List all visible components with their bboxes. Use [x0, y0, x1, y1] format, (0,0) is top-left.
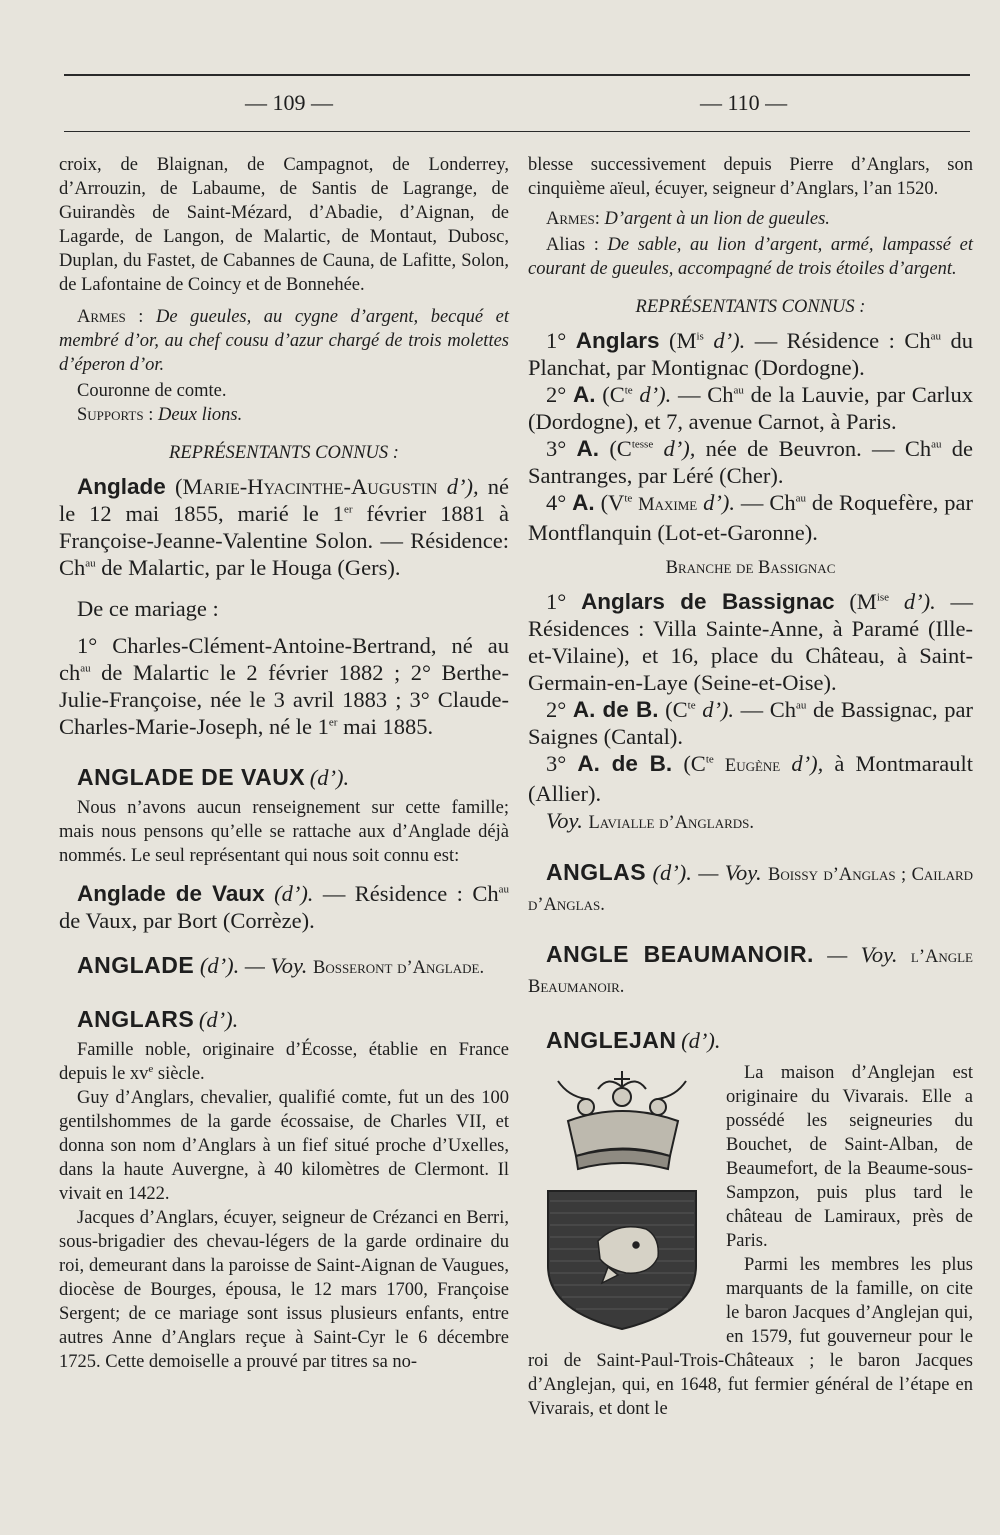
entry-given-name: (Marie-Hyacinthe-Augustin [174, 474, 438, 499]
superscript: tesse [631, 438, 654, 451]
entry-title: (M [669, 328, 697, 353]
superscript: is [696, 330, 704, 343]
entry-text: de Roquefère, par Montflanquin (Lot-et-Garonne). [528, 490, 973, 545]
entry-anglade [59, 473, 509, 581]
entry-particle: d’), [663, 436, 696, 461]
superscript: au [80, 662, 91, 675]
entry-text: — Résidences : Villa Sainte-Anne, à Paramé (Ille-et-Vilaine), et 16, place du Château, à Saint-Germain-en-Laye (Seine-et-Oise). [528, 589, 974, 695]
paragraph: Guy d’Anglars, chevalier, qualifié comte, fut un des 100 gentilshommes de la garde écossaise, de Charles VII, et donna son nom d’Anglars à un fief situé proche d’Uxelles, dans la haute Auvergne, à 40 kilomètres de Clermont. Il vivait en 1422. [59, 1088, 509, 1204]
cross-reference-label: — Voy. [698, 860, 762, 885]
entry-text: — Ch [740, 697, 797, 722]
entry-particle: (d’). [681, 1028, 721, 1053]
branch-heading: Branche de Bassignac [665, 558, 836, 578]
entry-number: 1° [546, 589, 567, 614]
cross-reference: l’Angle Beaumanoir. [528, 947, 973, 997]
entry-particle: d’). [713, 328, 746, 353]
section-heading: REPRÉSENTANTS CONNUS : [169, 443, 399, 463]
entry-text: à Montmarault (Allier). [528, 751, 974, 806]
entry-heading: ANGLAS [546, 859, 647, 885]
entry-text: de Santranges, par Léré (Cher). [528, 436, 974, 488]
superscript: au [931, 438, 942, 451]
entry-number: 2° [546, 382, 567, 407]
heading-anglade-de-vaux [59, 764, 509, 792]
entry-text: du Planchat, par Montignac (Dordogne). [528, 328, 973, 380]
entry-name: A. de B. [572, 697, 659, 722]
entry-text: — Ch [678, 382, 734, 407]
paragraph: blesse successivement depuis Pierre d’Anglars, son cinquième aïeul, écuyer, seigneur d’Anglars, l’an 1520. [528, 155, 973, 199]
armes-text: D’argent à un lion de gueules. [604, 209, 830, 229]
armes-label: Armes : [77, 307, 144, 327]
entry-heading: ANGLADE DE VAUX [77, 764, 306, 790]
superscript: e [148, 1062, 154, 1075]
entry-r1 [528, 327, 973, 381]
entry-particle: d’). [702, 697, 735, 722]
coat-of-arms-crest-icon [528, 1061, 716, 1331]
entry-text: — Résidence : Ch [754, 328, 931, 353]
top-rule [64, 74, 970, 76]
superscript: te [624, 492, 633, 505]
superscript: er [328, 716, 338, 729]
armes-text: De gueules, au cygne d’argent, becqué et membré d’or, au chef cousu d’azur chargé de trois molettes d’éperon d’or. [59, 307, 509, 375]
entry-particle: d’), [791, 751, 824, 776]
entry-text: de Malartic le 2 février 1882 ; 2° Berthe-Julie-Françoise, née le 3 avril 1883 ; 3° Claude-Charles-Marie-Joseph, né le 1 [59, 660, 509, 739]
superscript: ise [876, 591, 890, 604]
supports-label: Supports : [77, 405, 154, 425]
superscript: te [705, 753, 714, 766]
cross-reference: Lavialle d’Anglards. [588, 813, 754, 833]
entry-heading: ANGLE BEAUMANOIR. [546, 941, 814, 967]
entry-heading: ANGLARS [77, 1006, 195, 1032]
cross-reference-label: Voy. [546, 808, 583, 833]
entry-name: Anglade de Vaux [77, 881, 265, 906]
entry-title: (V [600, 490, 625, 515]
paragraph: croix, de Blaignan, de Campagnot, de Londerrey, d’Arrouzin, de Labaume, de Santis de Lagrange, de Guirandès de Saint-Mézard, d’Abadie, d’Aignan, de Lagarde, de Langon, de Malartic, de Montaut, Dubosc, Duplan, du Fastet, de Cabannes de Cauna, de Lafitte, Solon, de Lafontaine de Coincy et de Bonnehée. [59, 155, 509, 295]
paragraph: La maison d’Anglejan est originaire du Vivarais. Elle a possédé les seigneuries du Bouchet, de Saint-Alban, de Beaumefort, de la Beaume-sous-Sampzon, puis plus tard le château de Lamiraux, près de Paris. [726, 1063, 973, 1251]
entry-name: Anglade [77, 474, 166, 499]
couronne: Couronne de comte. [77, 381, 227, 401]
entry-particle: (d’). [274, 881, 314, 906]
superscript: er [343, 503, 353, 516]
armes-paragraph [59, 305, 509, 377]
entry-particle: d’). [903, 589, 936, 614]
cross-reference: Bosseront d’Anglade. [312, 958, 485, 978]
entry-text: mai 1885. [343, 714, 434, 739]
right-column [528, 153, 973, 1421]
superscript: te [624, 384, 633, 397]
entry-text: — Ch [740, 490, 796, 515]
heading-anglejan [528, 1027, 973, 1055]
entry-title: (C [683, 751, 706, 776]
entry-text: de Vaux, par Bort (Corrèze). [59, 908, 315, 933]
left-column [59, 153, 509, 1374]
entry-particle: d’). [639, 382, 672, 407]
entry-text: 1° Charles-Clément-Antoine-Bertrand, né au ch [59, 633, 509, 685]
heading-angle-beaumanoir [528, 941, 973, 1001]
entry-particle: (d’). [652, 860, 692, 885]
superscript: au [796, 699, 807, 712]
page-number-right: — 110 — [700, 90, 788, 115]
heading-anglade [59, 952, 509, 982]
entry-r4 [528, 489, 973, 546]
alias-label: Alias : [546, 235, 599, 255]
paragraph: Parmi les membres les plus marquants de la famille, on cite le baron Jacques d’Anglejan qui, en 1579, fut gouverneur pour le roi de Saint-Paul-Trois-Châteaux ; le baron Jacques d’Anglejan, qui, en 1648, fut fermier général de l’étape en Vivarais, et dont le [528, 1255, 973, 1419]
entry-text: — Résidence : Ch [322, 881, 499, 906]
entry-title: (C [609, 436, 632, 461]
armes-paragraph [528, 207, 973, 231]
mariage-line: De ce mariage : [77, 596, 219, 621]
entry-name: A. [572, 490, 595, 515]
entry-r2 [528, 381, 973, 435]
entry-text: siècle. [157, 1064, 205, 1084]
superscript: au [795, 492, 806, 505]
page-number-left: — 109 — [245, 90, 333, 115]
superscript: au [498, 883, 509, 896]
entry-given-name: Eugène [724, 756, 781, 776]
entry-text: Famille noble, originaire d’Écosse, établie en France depuis le xv [59, 1040, 509, 1084]
children-list [59, 632, 509, 740]
superscript: au [930, 330, 942, 343]
entry-text: de Bassignac, par Saignes (Cantal). [528, 697, 974, 749]
heading-anglas [528, 859, 973, 919]
entry-text: né le 12 mai 1855, marié le 1 [59, 474, 510, 526]
entry-title: (M [849, 589, 877, 614]
cross-reference-line [528, 807, 973, 837]
entry-given-name: Maxime [638, 495, 698, 515]
alias-text: De sable, au lion d’argent, armé, lampassé et courant de gueules, accompagné de trois étoiles d’argent. [528, 235, 973, 279]
entry-b2 [528, 696, 973, 750]
superscript: au [85, 557, 96, 570]
entry-heading: ANGLEJAN [546, 1027, 677, 1053]
section-heading: REPRÉSENTANTS CONNUS : [635, 297, 866, 317]
entry-anglade-de-vaux [59, 880, 509, 934]
entry-title: (C [602, 382, 625, 407]
entry-particle: (d’). [199, 953, 240, 978]
cross-reference-label: — Voy. [827, 942, 898, 967]
armes-label: Armes: [546, 209, 600, 229]
entry-name: A. de B. [577, 751, 673, 776]
entry-name: Anglars de Bassignac [581, 589, 835, 614]
cross-reference: Boissy d’Anglas ; Cailard d’Anglas. [528, 865, 974, 915]
supports-text: Deux lions. [157, 405, 243, 425]
entry-text: février 1881 à Françoise-Jeanne-Valentine Solon. — Résidence: Ch [59, 501, 509, 580]
paragraph: Jacques d’Anglars, écuyer, seigneur de Crézanci en Berri, sous-brigadier des chevau-légers de la garde ordinaire du roi, demeurant dans la paroisse de Saint-Aignan de Vaugues, diocèse de Bourges, épousa, le 12 mars 1700, Françoise Sergent; de ce mariage sont issus plusieurs enfants, entre autres Anne d’Anglars reçue à Saint-Cyr le 6 décembre 1725. Cette demoiselle a prouvé par titres sa no- [59, 1208, 509, 1372]
supports-paragraph [59, 403, 509, 427]
entry-number: 3° [546, 436, 567, 461]
paragraph [59, 1038, 509, 1086]
entry-number: 3° [546, 751, 567, 776]
superscript: te [687, 699, 696, 712]
entry-particle: (d’). [198, 1007, 239, 1032]
entry-heading: ANGLADE [77, 952, 195, 978]
entry-name: A. [572, 382, 596, 407]
entry-text: de la Lauvie, par Carlux (Dordogne), et 7, avenue Carnot, à Paris. [528, 382, 974, 434]
alias-paragraph [528, 233, 973, 281]
cross-reference-label: — Voy. [244, 953, 308, 978]
entry-name: A. [576, 436, 600, 461]
entry-title: (C [665, 697, 688, 722]
entry-particle: (d’). [309, 765, 350, 790]
entry-r3 [528, 435, 973, 489]
entry-name: Anglars [575, 328, 660, 353]
heading-anglars [59, 1006, 509, 1034]
superscript: au [733, 384, 744, 397]
entry-particle: d’), [446, 474, 479, 499]
entry-text: de Malartic, par le Houga (Gers). [101, 555, 401, 580]
entry-number: 1° [546, 328, 567, 353]
anglejan-block [528, 1061, 973, 1421]
paragraph: Nous n’avons aucun renseignement sur cette famille; mais nous pensons qu’elle se rattache aux d’Anglade déjà nommés. Le seul représentant qui nous soit connu est: [59, 798, 509, 866]
entry-number: 4° [546, 490, 567, 515]
entry-particle: d’). [703, 490, 736, 515]
entry-text: née de Beuvron. — Ch [705, 436, 932, 461]
entry-b3 [528, 750, 973, 807]
entry-b1 [528, 588, 973, 696]
header-rule [64, 131, 970, 132]
entry-number: 2° [546, 697, 567, 722]
